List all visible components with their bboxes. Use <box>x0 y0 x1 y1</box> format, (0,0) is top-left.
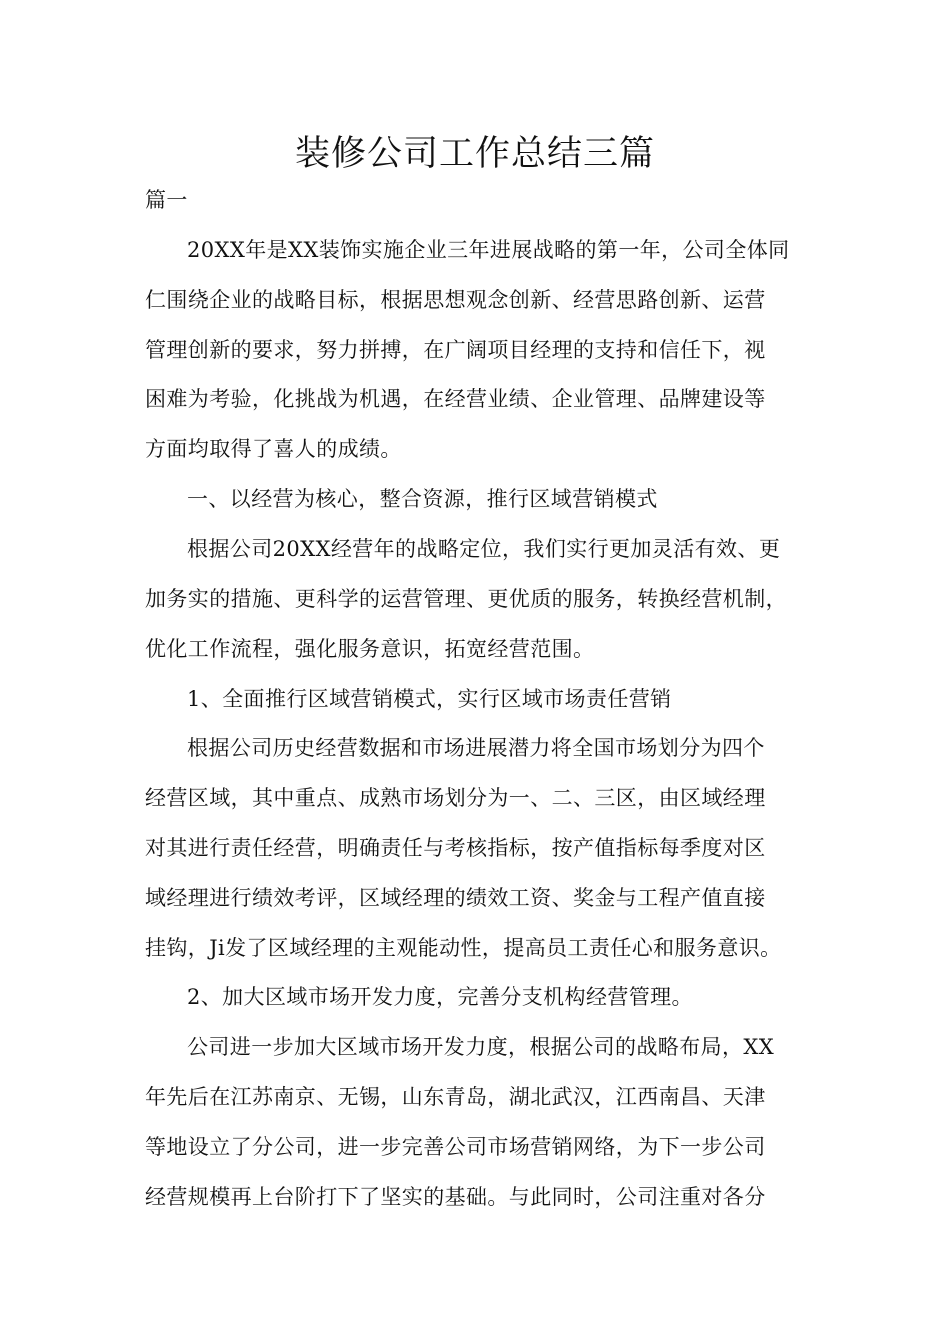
paragraph-line: 年先后在江苏南京、无锡，山东青岛，湖北武汉，江西南昌、天津 <box>145 1085 766 1109</box>
paragraph-line: 管理创新的要求，努力拼搏，在广阔项目经理的支持和信任下，视 <box>145 338 766 362</box>
paragraph-line: 挂钩，Ji发了区域经理的主观能动性，提高员工责任心和服务意识。 <box>145 936 782 960</box>
paragraph-line: 根据公司20XX经营年的战略定位，我们实行更加灵活有效、更 <box>187 537 781 561</box>
paragraph-line: 对其进行责任经营，明确责任与考核指标，按产值指标每季度对区 <box>145 836 766 860</box>
paragraph-line: 困难为考验，化挑战为机遇，在经营业绩、企业管理、品牌建设等 <box>145 387 766 411</box>
paragraph-line: 优化工作流程，强化服务意识，拓宽经营范围。 <box>145 637 595 661</box>
paragraph-line: 根据公司历史经营数据和市场进展潜力将全国市场划分为四个 <box>187 736 765 760</box>
paragraph-line: 方面均取得了喜人的成绩。 <box>145 437 402 461</box>
paragraph-line: 加务实的措施、更科学的运营管理、更优质的服务，转换经营机制， <box>145 587 787 611</box>
paragraph-line: 等地设立了分公司，进一步完善公司市场营销网络，为下一步公司 <box>145 1135 766 1159</box>
paragraph-line: 公司进一步加大区域市场开发力度，根据公司的战略布局，XX <box>187 1035 775 1059</box>
paragraph-line: 域经理进行绩效考评，区域经理的绩效工资、奖金与工程产值直接 <box>145 886 766 910</box>
paragraph-line: 经营规模再上台阶打下了坚实的基础。与此同时，公司注重对各分 <box>145 1185 766 1209</box>
paragraph-line: 20XX年是XX装饰实施企业三年进展战略的第一年，公司全体同 <box>187 238 790 262</box>
subsection-heading: 1、全面推行区域营销模式，实行区域市场责任营销 <box>187 687 672 711</box>
paragraph-line: 仁围绕企业的战略目标，根据思想观念创新、经营思路创新、运营 <box>145 288 766 312</box>
section-heading: 一、以经营为核心，整合资源，推行区域营销模式 <box>187 487 658 511</box>
paragraph-line: 经营区域，其中重点、成熟市场划分为一、二、三区，由区域经理 <box>145 786 766 810</box>
document-title: 装修公司工作总结三篇 <box>294 134 655 174</box>
subsection-heading: 2、加大区域市场开发力度，完善分支机构经营管理。 <box>187 985 693 1009</box>
section-label: 篇一 <box>145 188 188 212</box>
